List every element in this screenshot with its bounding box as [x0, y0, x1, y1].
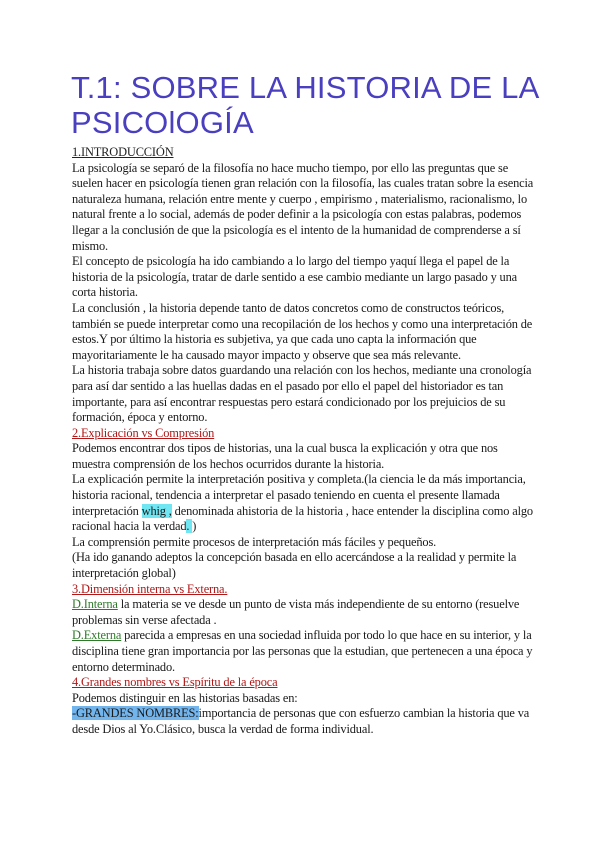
document-body: [72, 145, 534, 738]
text-run: importancia de personas que con esfuerzo cambian la historia que va desde Dios al Yo.Clásico, busca la verdad de forma individual.: [72, 706, 530, 736]
section-heading-grandes-nombres: 4.Grandes nombres vs Espíritu de la época: [72, 675, 278, 690]
paragraph: Podemos distinguir en las historias basadas en:: [72, 690, 298, 705]
paragraph: Podemos encontrar dos tipos de historias, una la cual busca la explicación y otra que nos muestra comprensión de los hechos ocurridos durante la historia.: [72, 441, 498, 471]
label-dimension-externa: D.Externa: [72, 628, 122, 643]
paragraph: [72, 706, 534, 737]
highlight-grandes-nombres: -GRANDES NOMBRES:: [72, 706, 199, 721]
paragraph: La comprensión permite procesos de interpretación más fáciles y pequeños.: [72, 534, 437, 549]
highlight-whig: whig ,: [141, 503, 172, 518]
paragraph: (Ha ido ganando adeptos la concepción basada en ello acercándose a la realidad y permite la interpretación global): [72, 550, 517, 581]
text-run: ): [192, 519, 197, 534]
paragraph: [72, 472, 534, 534]
text-run: parecida a empresas en una sociedad influida por todo lo que hace en su interior, y la disciplina tiene gran importancia por las personas que la estudian, que pertenecen a una época y entorno determinado.: [72, 628, 533, 674]
text-run: La explicación permite la interpretación positiva y completa.(la ciencia le da más importancia, historia racional, tendencia a interpretar el pasado teniendo en cuenta el presente llamada interpretación: [72, 472, 526, 518]
document-title: T.1: SOBRE LA HISTORIA DE LA PSICOlOGÍA: [71, 70, 538, 140]
label-dimension-interna: D.Interna: [72, 597, 118, 612]
text-run: denominada ahistoria de la historia , hace entender la disciplina como algo racional hacia la verdad: [72, 503, 533, 534]
highlight-mark: .: [186, 519, 193, 534]
paragraph: [72, 628, 534, 675]
paragraph: [72, 597, 534, 628]
text-run: la materia se ve desde un punto de vista más independiente de su entorno (resuelve problemas sin verse afectada .: [72, 597, 520, 627]
section-heading-explicacion: 2.Explicación vs Compresión: [72, 425, 215, 440]
section-heading-dimension: 3.Dimensión interna vs Externa.: [72, 581, 228, 596]
section-heading-introduccion: 1.INTRODUCCIÓN: [72, 145, 174, 159]
paragraph: La psicología se separó de la filosofía no hace mucho tiempo, por ello las preguntas que se suelen hacer en psicología tienen gran relación con la filosofía, las cuales tratan sobre la esencia naturaleza humana, relación entre mente y cuerpo , empirismo , materialismo, racionalismo, lo natural frente a lo social, además de poder definir a la psicología con estas palabras, podemos llegar a la conclusión de que la psicología es el intento de la humanidad de comprenderse a sí mismo.: [72, 160, 534, 253]
paragraph: La historia trabaja sobre datos guardando una relación con los hechos, mediante una cronología para así dar sentido a las huellas dadas en el pasado por ello el papel del historiador es tan importante, para así encontrar respuestas pero estará condicionado por los prejuicios de su formación, época y entorno.: [72, 363, 532, 425]
paragraph: El concepto de psicología ha ido cambiando a lo largo del tiempo yaquí llega el papel de la historia de la psicología, tratar de darle sentido a ese cambio mediante un largo pasado y una corta historia.: [72, 254, 518, 300]
paragraph: La conclusión , la historia depende tanto de datos concretos como de constructos teóricos, también se puede interpretar como una recopilación de los hechos y como una interpretación de estos.Y por último la historia es subjetiva, ya que cada uno capta la información que mayoritariamente le ha causado mayor impacto y observe que sea más relevante.: [72, 300, 533, 362]
